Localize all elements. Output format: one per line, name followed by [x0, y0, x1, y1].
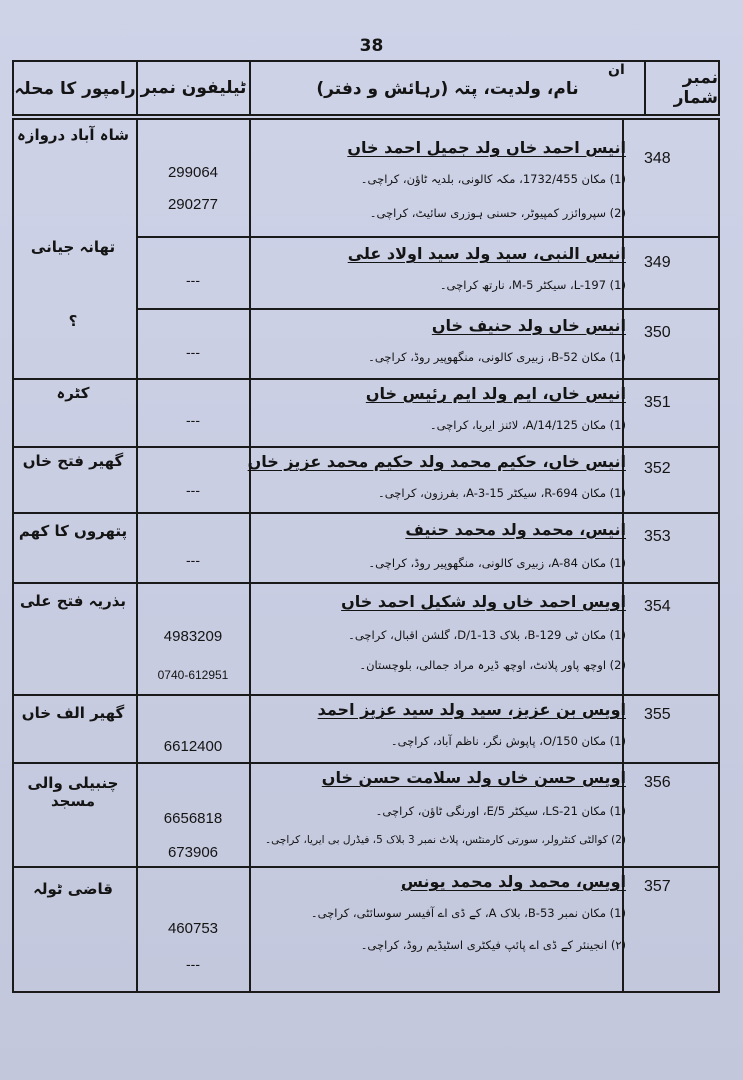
table-row — [14, 238, 718, 308]
phone-number: 290277 — [167, 196, 219, 213]
phone-number: 460753 — [167, 920, 219, 937]
mohalla-name: گھیر فتح خاں — [22, 452, 124, 470]
address-line: (1) مکان نمبر B-53، بلاک A، کے ڈی اے آفیسر سوسائٹی، کراچی۔ — [310, 906, 626, 920]
address-line: (1) مکان 150/O، پاپوش نگر، ناظم آباد، کراچی۔ — [390, 734, 626, 748]
phone-number: 4983209 — [163, 628, 223, 645]
corner-mark: ان — [608, 62, 625, 78]
address-line: (1) مکان 1732/455، مکہ کالونی، بلدیہ ٹاؤن، کراچی۔ — [360, 172, 626, 186]
mohalla-name: شاہ آباد دروازہ — [17, 126, 129, 144]
serial-number: 348 — [644, 150, 671, 167]
address-line: (1) مکان LS-21، سیکٹر 5/E، اورنگی ٹاؤن، کراچی۔ — [375, 804, 626, 818]
serial-number: 350 — [644, 324, 671, 341]
person-name: انیس خاں ولد حنیف خاں — [431, 316, 626, 335]
serial-number: 352 — [644, 460, 671, 477]
mohalla-name: تھانہ جیانی — [30, 238, 116, 256]
table-row — [14, 764, 718, 866]
table-row — [14, 120, 718, 236]
address-line: (1) مکان ٹی B-129، بلاک 13-D/1، گلشن اقبال، کراچی۔ — [348, 628, 626, 642]
serial-number: 355 — [644, 706, 671, 723]
page-number: 38 — [359, 36, 384, 56]
person-name: انیس احمد خاں ولد جمیل احمد خاں — [347, 138, 626, 157]
phone-number: --- — [186, 482, 200, 498]
phone-number: --- — [186, 344, 200, 360]
person-name: انیس خاں، حکیم محمد ولد حکیم محمد عزیز خاں — [247, 452, 626, 471]
table-row — [14, 696, 718, 762]
address-line: (1) مکان A/14/125، لائنز ایریا، کراچی۔ — [429, 418, 626, 432]
phone-number: 6656818 — [163, 810, 223, 827]
phone-number: --- — [186, 272, 200, 288]
address-line: (1) مکان A-84، زبیری کالونی، منگھوپیر روڈ، کراچی۔ — [368, 556, 626, 570]
directory-table — [12, 118, 720, 993]
header-name: نام، ولدیت، پتہ (رہائش و دفتر) — [249, 62, 644, 114]
serial-number: 349 — [644, 254, 671, 271]
table-row — [14, 380, 718, 446]
person-name: انیس، محمد ولد محمد حنیف — [405, 520, 626, 539]
serial-number: 354 — [644, 598, 671, 615]
table-row — [14, 448, 718, 512]
address-line: (2) سپروائزر کمپیوٹر، حسنی ہوزری سائیٹ، کراچی۔ — [369, 206, 626, 220]
phone-number: --- — [186, 956, 200, 972]
serial-number: 356 — [644, 774, 671, 791]
mohalla-name: ؟ — [68, 312, 78, 330]
person-name: اویس، محمد ولد محمد یونس — [400, 872, 626, 891]
person-name: اویس بن عزیز، سید ولد سید عزیز احمد — [317, 700, 626, 719]
phone-number: 673906 — [167, 844, 219, 861]
person-name: انیس خاں، ایم ولد ایم رئیس خاں — [365, 384, 626, 403]
address-line: (2) اوچھ پاور پلانٹ، اوچھ ڈیرہ مراد جمالی، بلوچستان۔ — [359, 658, 626, 672]
person-name: اویس احمد خاں ولد شکیل احمد خاں — [341, 592, 626, 611]
mohalla-name: قاضی ٹولہ — [33, 880, 113, 898]
serial-number: 353 — [644, 528, 671, 545]
serial-number: 351 — [644, 394, 671, 411]
address-line: (۲) انجینئر کے ڈی اے پائپ فیکٹری اسٹیڈیم روڈ، کراچی۔ — [360, 938, 626, 952]
person-name: اویس حسن خاں ولد سلامت حسن خاں — [321, 768, 626, 787]
serial-number: 357 — [644, 878, 671, 895]
address-line: (2) کوالٹی کنٹرولر، سورتی کارمنٹس، پلاٹ نمبر 3 بلاک 5، فیڈرل بی ایریا، کراچی۔ — [265, 834, 626, 846]
phone-number: --- — [186, 412, 200, 428]
table-row — [14, 584, 718, 694]
table-row — [14, 310, 718, 378]
table-row — [14, 868, 718, 992]
address-line: (1) L-197، سیکٹر M-5، نارتھ کراچی۔ — [439, 278, 626, 292]
header-phone: ٹیلیفون نمبر — [136, 62, 249, 114]
phone-number: 6612400 — [163, 738, 223, 755]
header-mohalla: رامپور کا محلہ — [14, 78, 136, 99]
address-line: (1) مکان B-52، زبیری کالونی، منگھوپیر روڈ، کراچی۔ — [368, 350, 626, 364]
phone-number: 0740-612951 — [157, 668, 229, 682]
person-name: انیس النبی، سید ولد سید اولاد علی — [347, 244, 626, 263]
address-line: (1) مکان R-694، سیکٹر 15-A-3، بفرزون، کراچی۔ — [377, 486, 626, 500]
mohalla-name: گھیر الف خاں — [21, 704, 125, 722]
mohalla-name: چنبیلی والی مسجد — [27, 774, 119, 810]
table-row — [14, 514, 718, 582]
table-header — [12, 60, 720, 116]
phone-number: 299064 — [167, 164, 219, 181]
mohalla-name: بذریہ فتح علی — [19, 592, 127, 610]
mohalla-name: پتھروں کا کھم — [18, 522, 128, 540]
mohalla-name: کٹرہ — [56, 384, 90, 402]
phone-number: --- — [186, 552, 200, 568]
header-serial: نمبر شمار — [644, 62, 718, 114]
